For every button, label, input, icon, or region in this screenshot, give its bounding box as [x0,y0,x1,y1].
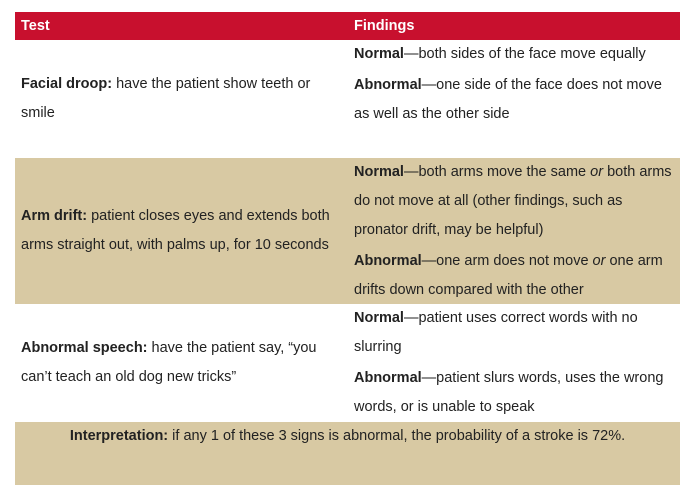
normal-text-cont: both arms do not move at all (other findings, such as pronator drift, may be helpful) [354,164,672,238]
stroke-assessment-table [15,12,680,485]
test-text: patient closes eyes and extends both arms straight out, with palms up, for 10 seconds [21,208,330,253]
normal-text: —both arms move the same [403,164,591,180]
test-cell [15,158,348,304]
test-label: Abnormal speech: [21,340,148,356]
test-label: Arm drift: [21,208,88,224]
normal-label: Normal [354,164,404,180]
header-test: Test [21,18,50,34]
finding-normal [354,158,676,245]
normal-label: Normal [354,46,404,62]
findings-cell [348,40,680,158]
normal-text: —patient uses correct words with no slurring [354,310,638,355]
finding-abnormal [354,364,676,422]
findings-cell [348,304,680,422]
test-text: have the patient show teeth or smile [21,76,311,121]
interpretation-text: if any 1 of these 3 signs is abnormal, the probability of a stroke is 72%. [168,428,626,444]
test-description [21,334,344,392]
interpretation-label: Interpretation: [69,428,169,444]
abnormal-label: Abnormal [354,370,422,386]
normal-or: or [590,164,604,180]
table-row-abnormal-speech [15,304,680,422]
finding-abnormal [354,71,676,129]
table-row-arm-drift [15,158,680,304]
interpretation-row [15,422,680,485]
test-description [21,202,344,260]
abnormal-text: —one side of the face does not move as well as the other side [354,77,662,122]
test-text: have the patient say, “you can’t teach an old dog new tricks” [21,340,317,385]
test-description [21,70,344,128]
header-findings: Findings [354,18,415,34]
finding-abnormal [354,247,676,305]
abnormal-or: or [592,253,606,269]
test-cell [15,304,348,422]
abnormal-text: —patient slurs words, uses the wrong words, or is unable to speak [354,370,664,415]
normal-label: Normal [354,310,404,326]
findings-cell [348,158,680,304]
table-row-facial-droop [15,40,680,158]
finding-normal [354,304,676,362]
finding-normal [354,40,676,69]
test-label: Facial droop: [21,76,113,92]
abnormal-text: —one arm does not move [421,253,593,269]
abnormal-label: Abnormal [354,77,422,93]
table-header [15,12,680,40]
test-cell [15,40,348,158]
abnormal-label: Abnormal [354,253,422,269]
normal-text: —both sides of the face move equally [403,46,646,62]
abnormal-text-cont: one arm drifts down compared with the other [354,253,663,298]
